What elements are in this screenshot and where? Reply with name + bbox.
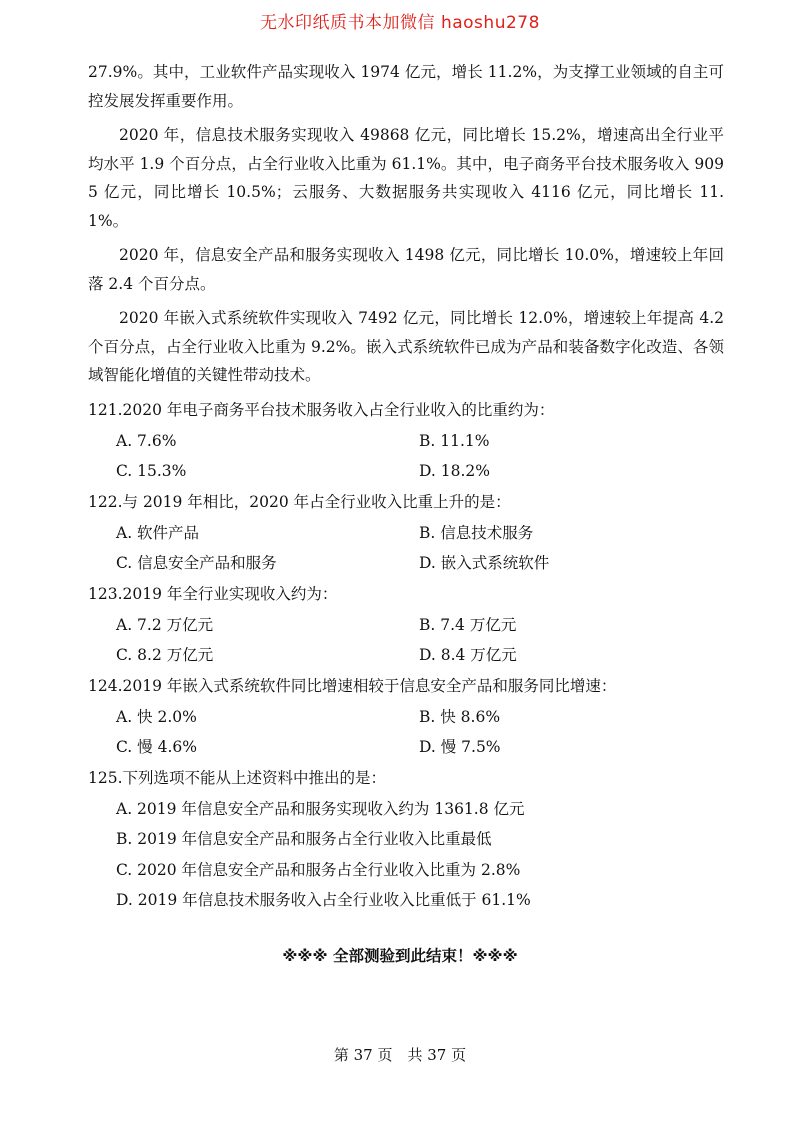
options-grid [116, 518, 724, 578]
end-of-test-note: ※※※ 全部测验到此结束！※※※ [282, 947, 518, 965]
option-b: B. 信息技术服务 [419, 523, 534, 542]
question-stem: 123.2019 年全行业实现收入约为： [88, 584, 338, 603]
page-number-footer: 第 37 页 共 37 页 [333, 1046, 467, 1064]
option-d: D. 18.2% [419, 461, 490, 480]
option-b: B. 2019 年信息安全产品和服务占全行业收入比重最低 [116, 830, 492, 848]
question-124 [88, 672, 724, 762]
option-b: B. 快 8.6% [419, 707, 501, 726]
option-c: C. 慢 4.6% [116, 737, 197, 756]
option-d: D. 8.4 万亿元 [419, 645, 517, 664]
option-a: A. 快 2.0% [116, 707, 197, 726]
question-stem: 121.2020 年电子商务平台技术服务收入占全行业收入的比重约为： [88, 400, 555, 419]
document-body [88, 58, 724, 916]
question-123 [88, 580, 724, 670]
option-c: C. 15.3% [116, 461, 187, 480]
option-d: D. 2019 年信息技术服务收入占全行业收入比重低于 61.1% [116, 891, 531, 909]
options-grid [116, 610, 724, 670]
watermark-text: 无水印纸质书本加微信 haoshu278 [260, 13, 540, 33]
option-b: B. 7.4 万亿元 [419, 615, 517, 634]
option-a: A. 7.2 万亿元 [116, 615, 214, 634]
paragraph-3: 2020 年，信息安全产品和服务实现收入 1498 亿元，同比增长 10.0%，增速较上年回落 2.4 个百分点。 [88, 246, 724, 293]
question-stem: 125.下列选项不能从上述资料中推出的是： [88, 768, 387, 787]
option-a: A. 2019 年信息安全产品和服务实现收入约为 1361.8 亿元 [116, 799, 525, 818]
option-d: D. 嵌入式系统软件 [419, 553, 550, 572]
paragraph-2: 2020 年，信息技术服务实现收入 49868 亿元，同比增长 15.2%，增速高出全行业平均水平 1.9 个百分点，占全行业收入比重为 61.1%。其中，电子商务平台技术服务收入 9095 亿元，同比增长 10.5%；云服务、大数据服务共实现收入 4116 亿元，同比增长 11.1%。 [88, 126, 724, 230]
question-stem: 122.与 2019 年相比，2020 年占全行业收入比重上升的是： [88, 492, 511, 511]
paragraph-1: 27.9%。其中，工业软件产品实现收入 1974 亿元，增长 11.2%，为支撑工业领域的自主可控发展发挥重要作用。 [88, 63, 724, 110]
question-stem: 124.2019 年嵌入式系统软件同比增速相较于信息安全产品和服务同比增速： [88, 676, 617, 695]
option-b: B. 11.1% [419, 431, 490, 450]
options-grid [116, 702, 724, 762]
option-a: A. 软件产品 [116, 523, 200, 542]
question-125 [88, 764, 724, 916]
question-122 [88, 488, 724, 578]
option-c: C. 2020 年信息安全产品和服务占全行业收入比重为 2.8% [116, 860, 521, 879]
question-121 [88, 396, 724, 486]
paragraph-4: 2020 年嵌入式系统软件实现收入 7492 亿元，同比增长 12.0%，增速较上年提高 4.2 个百分点，占全行业收入比重为 9.2%。嵌入式系统软件已成为产品和装备数字化改造、各领域智能化增值的关键性带动技术。 [88, 309, 724, 384]
option-c: C. 8.2 万亿元 [116, 645, 214, 664]
option-d: D. 慢 7.5% [419, 737, 501, 756]
option-c: C. 信息安全产品和服务 [116, 553, 277, 572]
option-a: A. 7.6% [116, 431, 177, 450]
options-grid [116, 426, 724, 486]
